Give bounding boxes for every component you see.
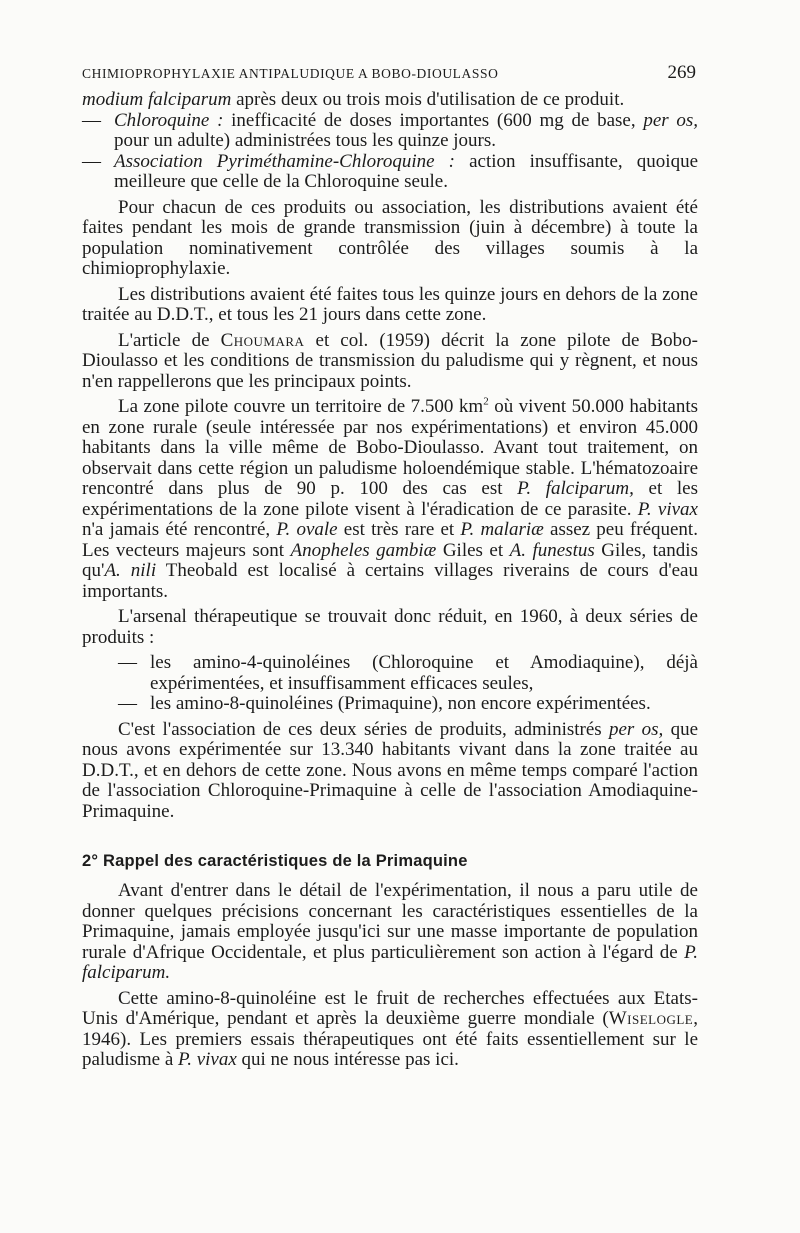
author-wiselogle: Wiselogle — [608, 1008, 694, 1029]
continuation-paragraph: modium falciparum après deux ou trois mois d'utilisation de ce produit. — [82, 89, 625, 110]
list-item: — les amino-4-quinoléines (Chloroquine et Amodiaquine), déjà expérimentées, et insuffisamment efficaces seules, — [118, 652, 698, 694]
dash-marker: — — [82, 109, 101, 131]
paragraph-avant: Avant d'entrer dans le détail de l'expérimentation, il nous a paru utile de donner quelques précisions concernant les caractéristiques essentielles de la Primaquine, jamais employée jusqu'ici sur une masse importante de population rurale d'Afrique Occidentale, et plus particulièrement son action à l'égard de P. falciparum. — [82, 880, 698, 983]
paragraph-zone-pilote: La zone pilote couvre un territoire de 7.500 $km^2$ où vivent 50.000 habitants en zone rurale (seule intéressée par nos expérimentations) et environ 45.000 habitants dans la ville même de Bobo-Dioulasso. Avant tout traitement, on observait dans cette région un paludisme holoendémique stable. L'hématozoaire rencontré dans plus de 90 p. 100 des cas est P. falciparum, et les expérimentations de la zone pilote visent à l'éradication de ce parasite. P. vivax n'a jamais été rencontré, P. ovale est très rare et P. malariæ assez peu fréquent. Les vecteurs majeurs sont Anopheles gambiæ Giles et A. funestus Giles, tandis qu'A. nili Theobald est localisé à certains villages riverains de cours d'eau importants. — [82, 395, 699, 602]
dash-item-association: — Association Pyriméthamine-Chloroquine : action insuffisante, quoique meilleure que celle de la Chloroquine seule. — [82, 150, 699, 192]
dash-marker: — — [118, 693, 137, 714]
paragraph-amino: Cette amino-8-quinoléine est le fruit de recherches effectuées aux Etats-Unis d'Amérique, pendant et après la deuxième guerre mondiale (Wiselogle, 1946). Les premiers essais thérapeutiques ont été faits essentiellement sur le paludisme à P. vivax qui ne nous intéresse pas ici. — [82, 987, 698, 1070]
dash-marker: — — [118, 652, 137, 673]
paragraph-arsenal: L'arsenal thérapeutique se trouvait donc réduit, en 1960, à deux séries de produits : — [82, 606, 698, 648]
running-head — [82, 62, 698, 84]
dash-item-chloroquine: — Chloroquine : inefficacité de doses importantes (600 mg de base, per os, pour un adulte) administrées tous les quinze jours. — [82, 109, 698, 151]
list-item: — les amino-8-quinoléines (Primaquine), non encore expérimentées. — [118, 693, 651, 714]
dash-marker: — — [82, 150, 101, 172]
author-choumara: Choumara — [220, 329, 305, 351]
section-heading: 2° Rappel des caractéristiques de la Primaquine — [82, 852, 468, 870]
series-list — [82, 653, 698, 715]
paragraph-distributions-2: Les distributions avaient été faites tous les quinze jours en dehors de la zone traitée au D.D.T., et tous les 21 jours dans cette zone. — [82, 283, 698, 325]
running-title: CHIMIOPROPHYLAXIE ANTIPALUDIQUE A BOBO-DIOULASSO — [82, 66, 499, 81]
paragraph-association: C'est l'association de ces deux séries de produits, administrés per os, que nous avons expérimentée sur 13.340 habitants vivant dans la zone traitée au D.D.T., et en dehors de cette zone. Nous avons en même temps comparé l'action de l'association Chloroquine-Primaquine à celle de l'association Amodiaquine-Primaquine. — [82, 718, 698, 822]
page-number: 269 — [667, 62, 696, 83]
paragraph-article: L'article de Choumara et col. (1959) décrit la zone pilote de Bobo-Dioulasso et les conditions de transmission du paludisme qui y règnent, et nous n'en rappellerons que les principaux points. — [82, 329, 698, 392]
paragraph-distributions-1: Pour chacun de ces produits ou association, les distributions avaient été faites pendant les mois de grande transmission (juin à décembre) à toute la population nominativement contrôlée des villages soumis à la chimioprophylaxie. — [82, 196, 698, 279]
page — [82, 62, 698, 1071]
